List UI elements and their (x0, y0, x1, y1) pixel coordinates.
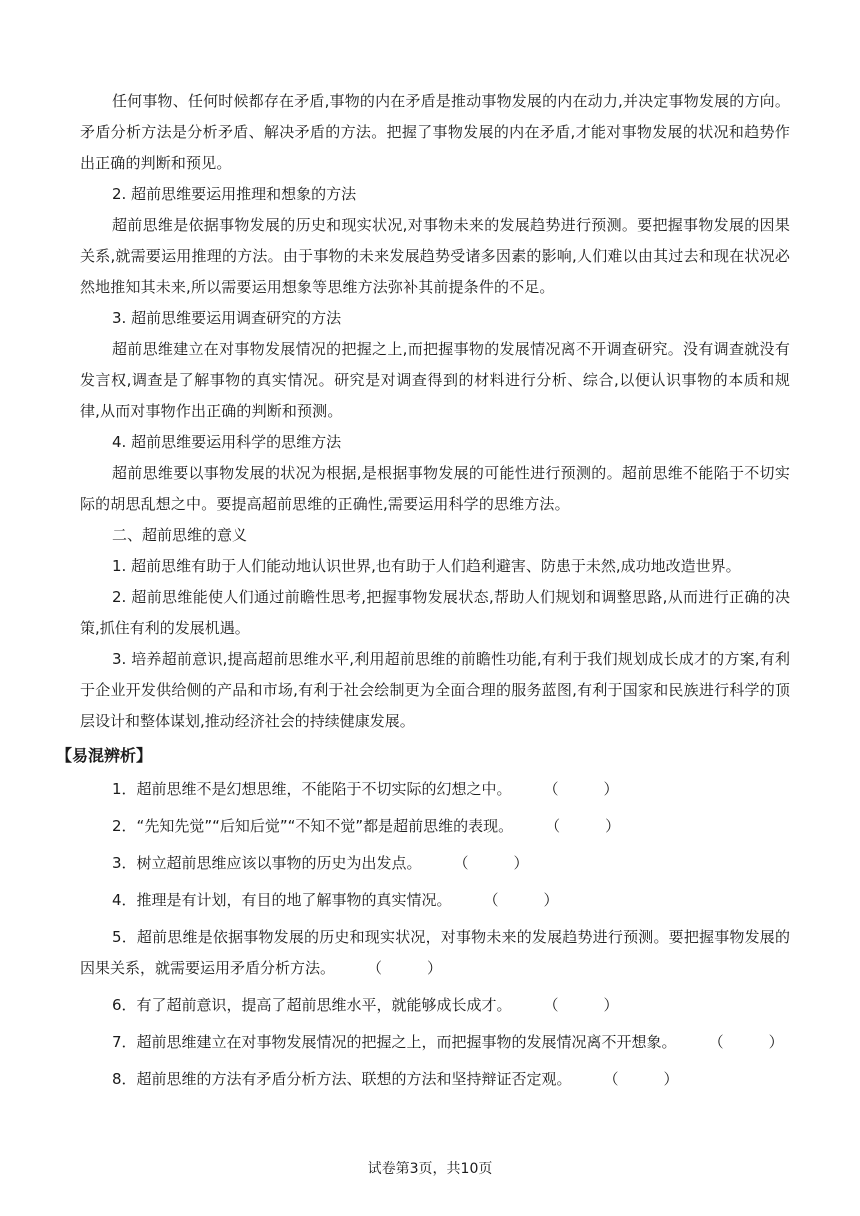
quiz-item (80, 922, 790, 984)
quiz-item-text: 2．“先知先觉”“后知后觉”“不知不觉”都是超前思维的表现。 (112, 817, 514, 835)
heading-scientific-method: 4. 超前思维要运用科学的思维方法 (112, 433, 342, 451)
answer-blank[interactable]: （ ） (708, 1033, 784, 1051)
quiz-item-text: 5．超前思维是依据事物发展的历史和现实状况，对事物未来的发展趋势进行预测。要把握事物发展的因果关系，就需要运用矛盾分析方法。 (80, 928, 790, 977)
significance-point-1: 1. 超前思维有助于人们能动地认识世界,也有助于人们趋利避害、防患于未然,成功地改造世界。 (112, 557, 741, 575)
paragraph-scientific-method: 超前思维要以事物发展的状况为根据,是根据事物发展的可能性进行预测的。超前思维不能陷于不切实际的胡思乱想之中。要提高超前思维的正确性,需要运用科学的思维方法。 (80, 464, 790, 513)
answer-blank[interactable]: （ ） (543, 996, 619, 1014)
quiz-item-text: 7．超前思维建立在对事物发展情况的把握之上，而把握事物的发展情况离不开想象。 (112, 1033, 677, 1051)
answer-blank[interactable]: （ ） (545, 817, 621, 835)
paragraph-reasoning-imagination: 超前思维是依据事物发展的历史和现实状况,对事物未来的发展趋势进行预测。要把握事物发展的因果关系,就需要运用推理的方法。由于事物的未来发展趋势受诸多因素的影响,人们难以由其过去和现在状况必然地推知其未来,所以需要运用想象等思维方法弥补其前提条件的不足。 (80, 216, 790, 296)
quiz-item (80, 885, 790, 916)
quiz-list (80, 774, 790, 1095)
answer-blank[interactable]: （ ） (603, 1070, 679, 1088)
quiz-item-text: 8．超前思维的方法有矛盾分析方法、联想的方法和坚持辩证否定观。 (112, 1070, 572, 1088)
quiz-item-text: 6．有了超前意识，提高了超前思维水平，就能够成长成才。 (112, 996, 512, 1014)
answer-blank[interactable]: （ ） (483, 891, 559, 909)
heading-reasoning-imagination: 2. 超前思维要运用推理和想象的方法 (112, 185, 357, 203)
answer-blank[interactable]: （ ） (543, 780, 619, 798)
answer-blank[interactable]: （ ） (367, 959, 443, 977)
quiz-title: 【易混辨析】 (56, 746, 153, 765)
quiz-item (80, 1064, 790, 1095)
page-content (56, 86, 790, 1095)
quiz-item (80, 990, 790, 1021)
quiz-item (80, 811, 790, 842)
heading-investigation: 3. 超前思维要运用调查研究的方法 (112, 309, 342, 327)
quiz-item (80, 1027, 790, 1058)
quiz-item-text: 1．超前思维不是幻想思维，不能陷于不切实际的幻想之中。 (112, 780, 512, 798)
quiz-item-text: 3．树立超前思维应该以事物的历史为出发点。 (112, 854, 422, 872)
paragraph-contradiction: 任何事物、任何时候都存在矛盾,事物的内在矛盾是推动事物发展的内在动力,并决定事物发展的方向。矛盾分析方法是分析矛盾、解决矛盾的方法。把握了事物发展的内在矛盾,才能对事物发展的状况和趋势作出正确的判断和预见。 (80, 92, 790, 172)
quiz-item (80, 848, 790, 879)
significance-point-2: 2. 超前思维能使人们通过前瞻性思考,把握事物发展状态,帮助人们规划和调整思路,从而进行正确的决策,抓住有利的发展机遇。 (80, 588, 790, 637)
quiz-item-text: 4．推理是有计划，有目的地了解事物的真实情况。 (112, 891, 452, 909)
paragraph-investigation: 超前思维建立在对事物发展情况的把握之上,而把握事物的发展情况离不开调查研究。没有调查就没有发言权,调查是了解事物的真实情况。研究是对调查得到的材料进行分析、综合,以便认识事物的本质和规律,从而对事物作出正确的判断和预测。 (80, 340, 790, 420)
significance-point-3: 3. 培养超前意识,提高超前思维水平,利用超前思维的前瞻性功能,有利于我们规划成长成才的方案,有利于企业开发供给侧的产品和市场,有利于社会绘制更为全面合理的服务蓝图,有利于国家和民族进行科学的顶层设计和整体谋划,推动经济社会的持续健康发展。 (80, 650, 790, 730)
page-footer: 试卷第3页，共10页 (367, 1161, 493, 1177)
answer-blank[interactable]: （ ） (453, 854, 529, 872)
quiz-item (80, 774, 790, 805)
heading-significance: 二、超前思维的意义 (112, 526, 248, 544)
